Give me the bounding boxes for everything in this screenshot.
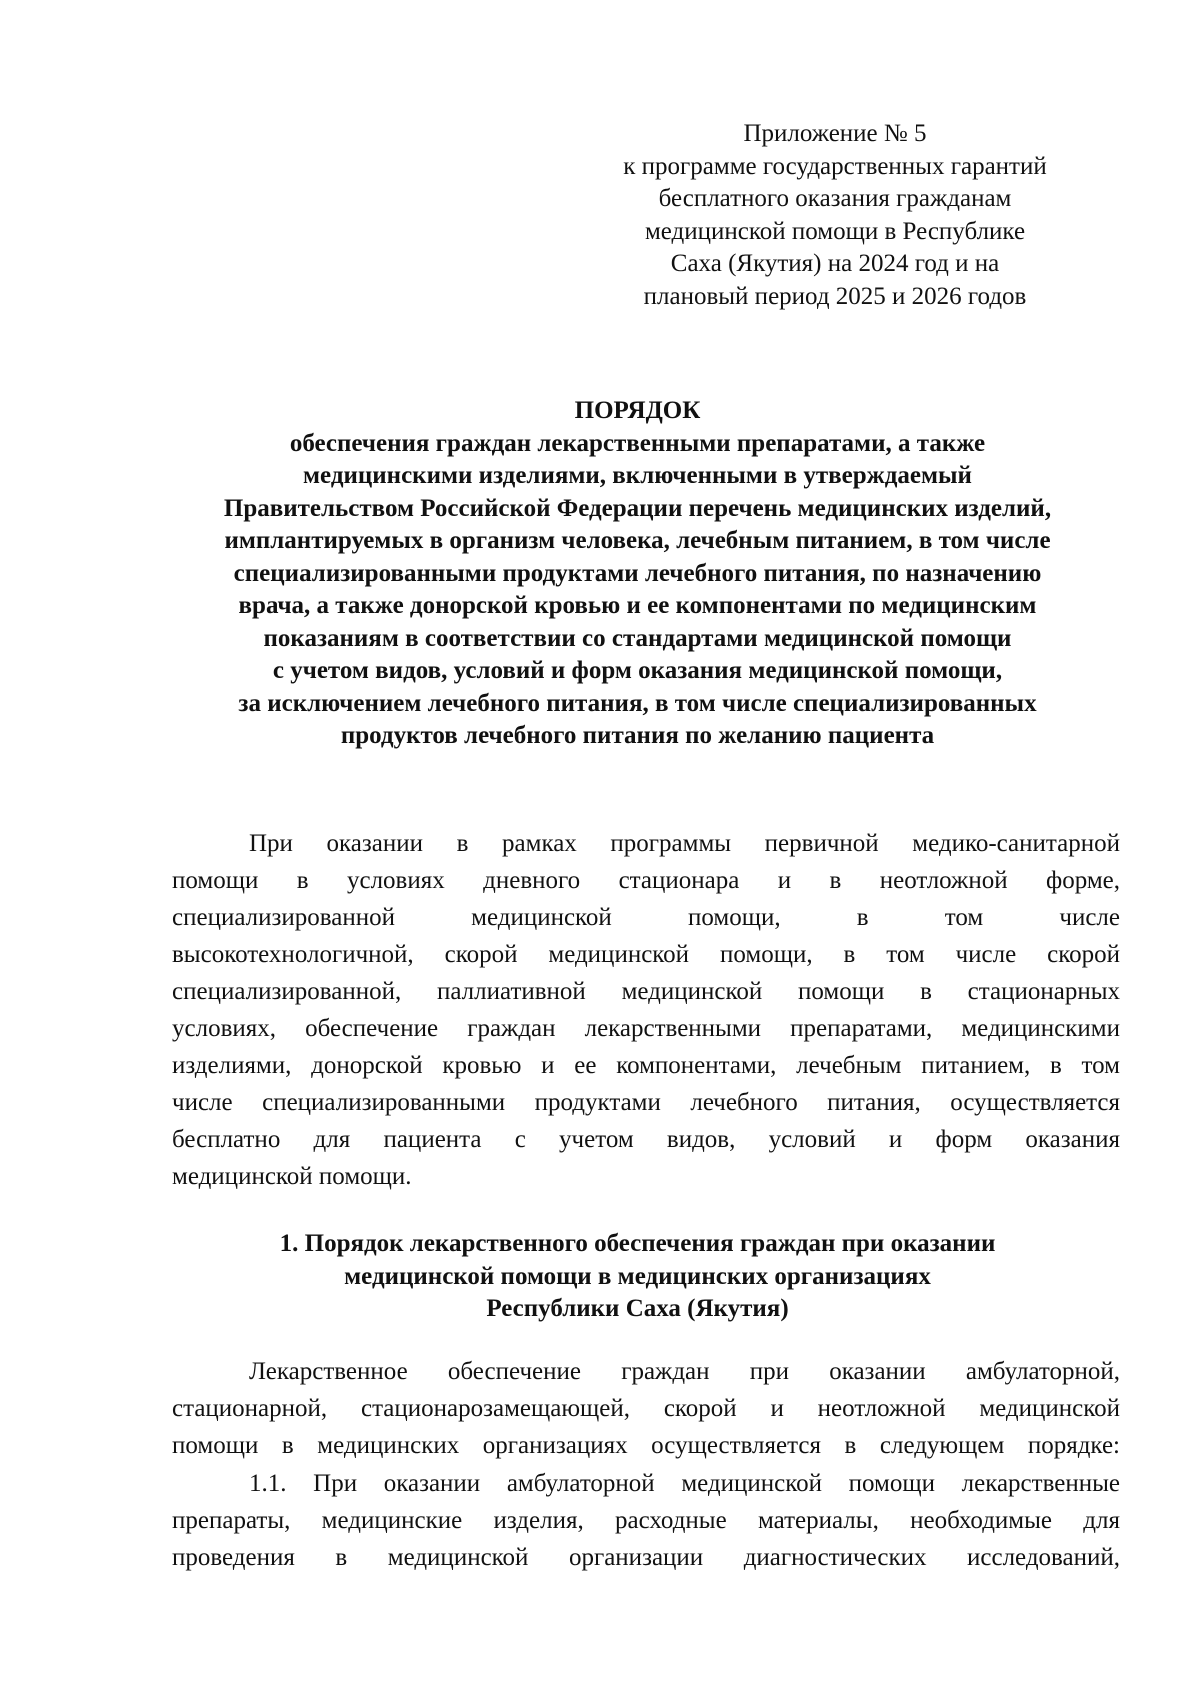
paragraph-line: условиях, обеспечение граждан лекарственными препаратами, медицинскими (172, 1015, 1120, 1042)
document-title (150, 395, 1125, 753)
title-line: обеспечения граждан лекарственными препаратами, а также (289, 429, 986, 457)
paragraph-line: высокотехнологичной, скорой медицинской помощи, в том числе скорой (172, 941, 1120, 968)
title-line: Правительством Российской Федерации перечень медицинских изделий, (223, 494, 1052, 522)
paragraph-line: числе специализированными продуктами лечебного питания, осуществляется (172, 1089, 1120, 1116)
title-line: показаниям в соответствии со стандартами медицинской помощи (263, 624, 1012, 652)
paragraph-line: проведения в медицинской организации диагностических исследований, (172, 1544, 1120, 1571)
appendix-line: Саха (Якутия) на 2024 год и на (670, 250, 1000, 277)
title-line: имплантируемых в организм человека, лечебным питанием, в том числе (224, 527, 1051, 554)
paragraph-line: 1.1. При оказании амбулаторной медицинской помощи лекарственные (249, 1470, 1120, 1497)
paragraph-line: Лекарственное обеспечение граждан при оказании амбулаторной, (249, 1358, 1120, 1385)
paragraph-line: медицинской помощи. (172, 1163, 412, 1190)
appendix-line: бесплатного оказания гражданам (658, 185, 1012, 212)
item-1-1-paragraph (172, 1465, 1120, 1576)
paragraph-line: изделиями, донорской кровью и ее компонентами, лечебным питанием, в том (172, 1052, 1120, 1079)
intro-paragraph (172, 825, 1120, 1195)
paragraph-line: помощи в медицинских организациях осуществляется в следующем порядке: (172, 1432, 1120, 1459)
section-heading-line: 1. Порядок лекарственного обеспечения граждан при оказании (279, 1230, 996, 1257)
title-line: с учетом видов, условий и форм оказания медицинской помощи, (272, 657, 1003, 684)
title-line: за исключением лечебного питания, в том числе специализированных (238, 689, 1037, 717)
paragraph-line: препараты, медицинские изделия, расходные материалы, необходимые для (172, 1507, 1120, 1534)
paragraph-line: стационарной, стационарозамещающей, скорой и неотложной медицинской (172, 1395, 1120, 1422)
appendix-header (590, 118, 1080, 313)
section-heading-line: Республики Саха (Якутия) (486, 1295, 789, 1322)
title-heading: ПОРЯДОК (574, 397, 701, 424)
paragraph-line: помощи в условиях дневного стационара и в неотложной форме, (172, 867, 1120, 894)
title-line: врача, а также донорской кровью и ее компонентами по медицинским (238, 592, 1037, 619)
title-line: специализированными продуктами лечебного питания, по назначению (233, 559, 1042, 587)
paragraph-line: специализированной, паллиативной медицинской помощи в стационарных (172, 978, 1120, 1005)
title-line: медицинскими изделиями, включенными в утверждаемый (303, 462, 972, 489)
appendix-line: плановый период 2025 и 2026 годов (643, 282, 1027, 310)
section-1-paragraph (172, 1353, 1120, 1464)
appendix-line: медицинской помощи в Республике (644, 217, 1026, 245)
paragraph-line: При оказании в рамках программы первичной медико-санитарной (249, 830, 1120, 857)
appendix-line: к программе государственных гарантий (623, 152, 1047, 180)
paragraph-line: специализированной медицинской помощи, в том числе (172, 904, 1120, 931)
section-1-heading (150, 1228, 1125, 1326)
section-heading-line: медицинской помощи в медицинских организациях (344, 1262, 931, 1290)
paragraph-line: бесплатно для пациента с учетом видов, условий и форм оказания (172, 1126, 1120, 1153)
appendix-line: Приложение № 5 (743, 120, 927, 147)
title-line: продуктов лечебного питания по желанию пациента (340, 722, 935, 749)
